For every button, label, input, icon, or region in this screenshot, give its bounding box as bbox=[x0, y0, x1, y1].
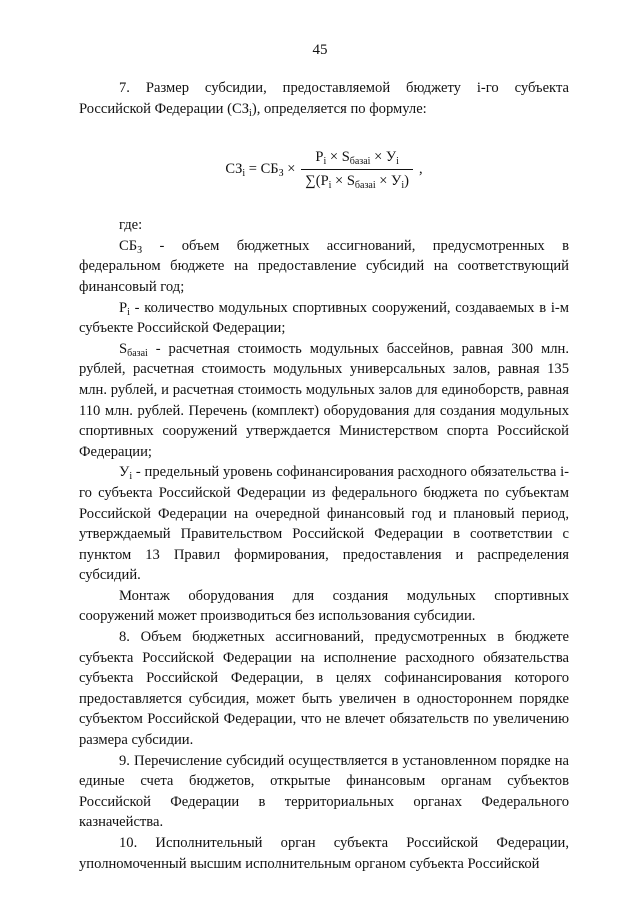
where-label bbox=[79, 215, 569, 236]
den-sum: ∑(P bbox=[305, 172, 329, 189]
num-s-sub: базаi bbox=[349, 156, 371, 168]
definition-s bbox=[79, 339, 569, 463]
def-u-sub: i bbox=[129, 471, 133, 483]
num-p-sub: i bbox=[323, 156, 327, 168]
num-u-sub: i bbox=[396, 156, 399, 168]
paragraph-8: 8. Объем бюджетных ассигнований, предусмотренных в бюджете субъекта Российской Федерации на исполнение расходного обязательства субъекта Российской Федерации, в целях софинансирования которого предоставляется субсидия, может быть увеличен в одностороннем порядке субъектом Российской Федерации, что не влечет обязательств по увеличению размера субсидии. bbox=[79, 629, 569, 749]
where-label-text: где: bbox=[119, 217, 143, 234]
num-p: P bbox=[315, 149, 324, 166]
formula-fraction bbox=[301, 147, 413, 191]
den-s-sub: базаi bbox=[354, 179, 376, 191]
formula-eq: = СБ bbox=[245, 160, 279, 177]
paragraph-9: 9. Перечисление субсидий осуществляется в установленном порядке на единые счета бюджетов, открытые финансовым органам субъектов Российской Федерации в территориальных органах Федерального казначейства. bbox=[79, 752, 569, 831]
paragraph-montazh: Монтаж оборудования для создания модульных спортивных сооружений может производиться без использования субсидии. bbox=[79, 587, 569, 625]
den-u-sub: i bbox=[401, 179, 405, 191]
intro-line1: 7. Размер субсидии, предоставляемой бюджету i-го субъекта bbox=[119, 80, 569, 96]
intro-line2b: ), определяется по формуле: bbox=[251, 100, 427, 117]
intro-paragraph-line1 bbox=[79, 78, 569, 99]
formula-denominator bbox=[301, 170, 413, 192]
def-s-sub: базаi bbox=[127, 347, 148, 359]
den-p-sub: i bbox=[328, 179, 332, 191]
def-s-symbol: S bbox=[119, 340, 128, 357]
def-sbz-sub: З bbox=[137, 244, 143, 256]
def-sbz-text: - объем бюджетных ассигнований, предусмотренных в федеральном бюджете на предоставление субсидий на соответствующий финансовый год; bbox=[79, 237, 569, 295]
def-p-text: - количество модульных спортивных сооружений, создаваемых в i-м субъекте Российской Федерации; bbox=[79, 299, 569, 337]
subsidy-formula bbox=[79, 141, 569, 197]
intro-paragraph-line2 bbox=[79, 99, 569, 120]
num-u: × У bbox=[370, 149, 397, 166]
formula-lhs-sub: i bbox=[242, 167, 246, 179]
intro-line2-sub: i bbox=[249, 107, 252, 119]
formula-lhs bbox=[225, 159, 295, 180]
definition-p bbox=[79, 298, 569, 339]
page-number: 45 bbox=[312, 42, 328, 58]
den-u: × У bbox=[375, 172, 402, 189]
den-close: ) bbox=[404, 172, 409, 189]
den-s: × S bbox=[331, 172, 355, 189]
formula-eq-sub: З bbox=[278, 167, 284, 179]
def-u-symbol: У bbox=[119, 464, 130, 481]
formula-numerator bbox=[311, 147, 403, 169]
num-s: × S bbox=[326, 149, 350, 166]
def-p-sub: i bbox=[127, 306, 130, 318]
paragraph-10: 10. Исполнительный орган субъекта Российской Федерации, уполномоченный высшим исполнительным органом субъекта Российской bbox=[79, 835, 569, 872]
document-body bbox=[79, 78, 569, 874]
formula-times: × bbox=[283, 160, 296, 177]
def-s-text: - расчетная стоимость модульных бассейнов, равная 300 млн. рублей, расчетная стоимость модульных универсальных залов, равная 135 млн. рублей, и расчетная стоимость модульных залов для единоборств, равная 110 млн. рублей. Перечень (комплект) оборудования для создания модульных спортивных сооружений утверждается Министерством спорта Российской Федерации; bbox=[79, 340, 569, 460]
definition-sbz bbox=[79, 236, 569, 298]
def-u-text: - предельный уровень софинансирования расходного обязательства i-го субъекта Российской Федерации из федерального бюджета по субъектам Российской Федерации на очередной финансовый год и плановый период, утверждаемый Правительством Российской Федерации в соответствии с пунктом 13 Правил формирования, предоставления и распределения субсидий. bbox=[79, 464, 569, 584]
def-p-symbol: P bbox=[119, 299, 128, 316]
formula-lhs-symbol: СЗ bbox=[225, 160, 243, 177]
intro-line2a: Российской Федерации (СЗ bbox=[79, 100, 250, 117]
formula-tail: , bbox=[418, 160, 423, 177]
definition-u bbox=[79, 462, 569, 586]
def-sbz-symbol: СБ bbox=[119, 237, 138, 254]
